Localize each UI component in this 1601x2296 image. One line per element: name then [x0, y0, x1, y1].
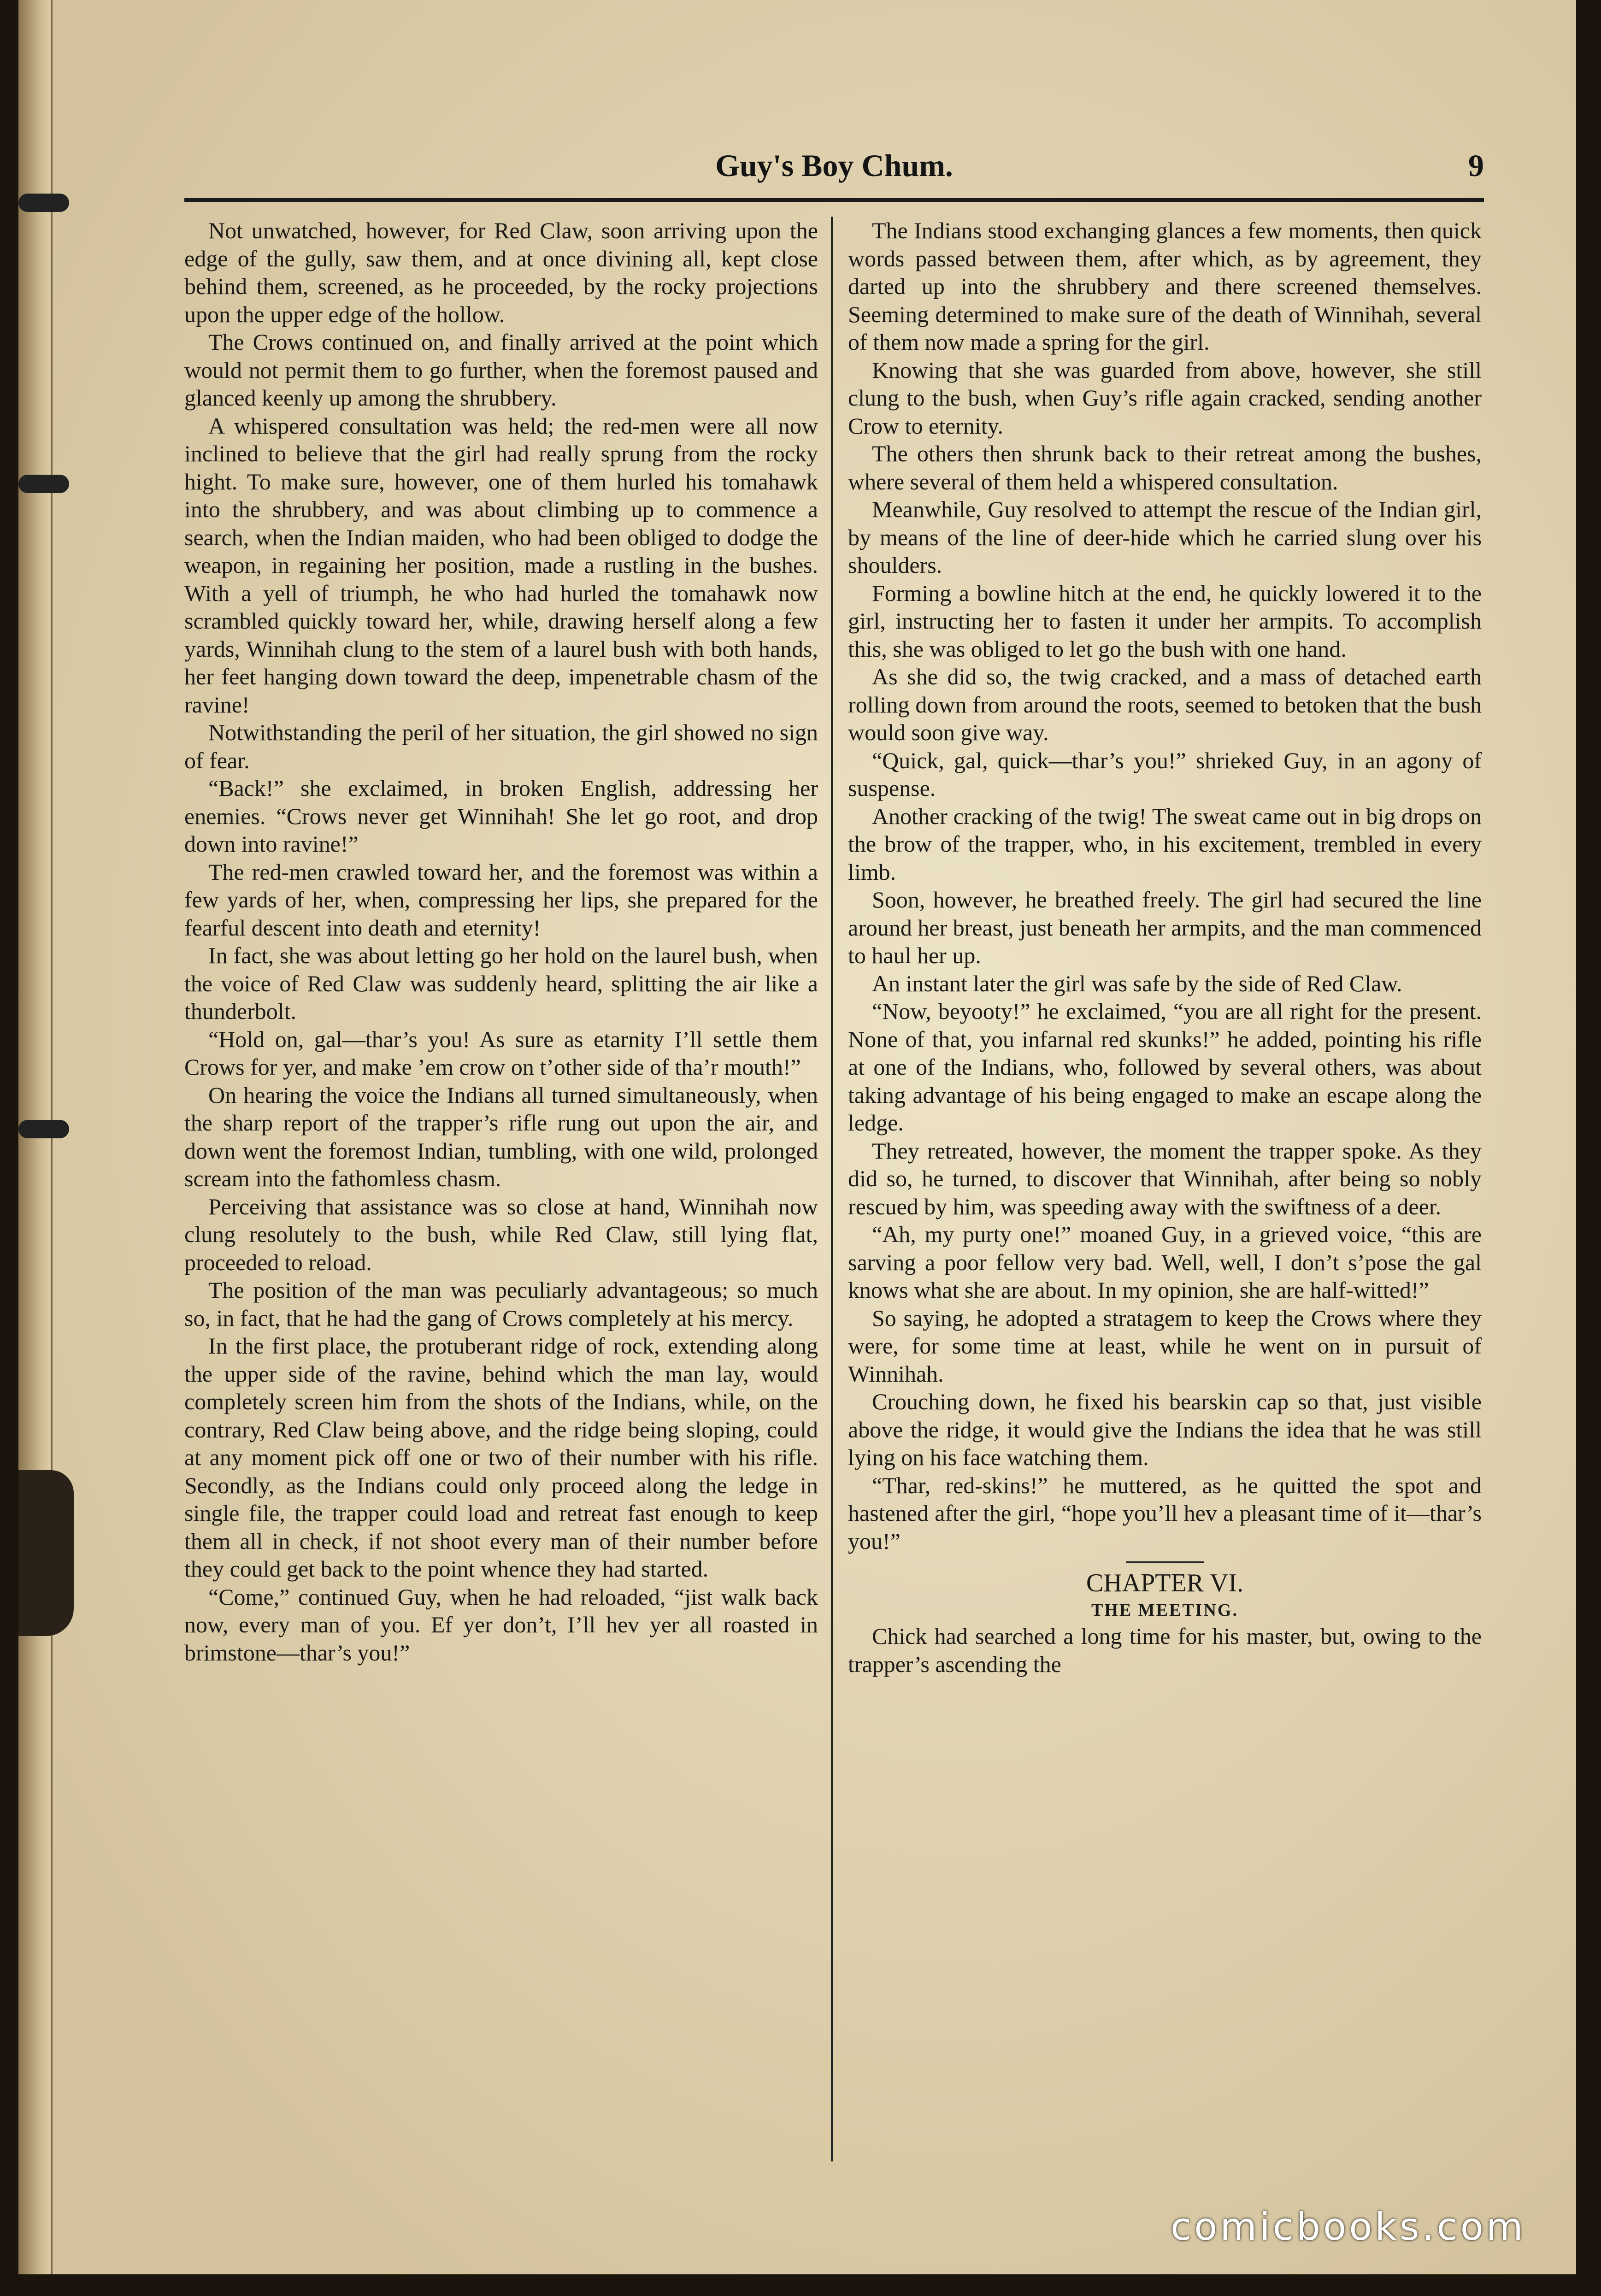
staple-mark [18, 475, 69, 493]
paragraph: They retreated, however, the moment the trapper spoke. As they did so, he turned, to discover that Winnihah, after being so nobly rescued by him, was speeding away with the swiftness of a deer. [848, 1137, 1482, 1219]
page-number: 9 [1468, 148, 1484, 183]
paragraph: Notwithstanding the peril of her situation, the girl showed no sign of fear. [184, 719, 818, 773]
paragraph: “Thar, red-skins!” he muttered, as he quitted the spot and hastened after the girl, “hope you’ll hev a pleasant time of it—thar’s you!” [848, 1472, 1482, 1554]
paragraph: Soon, however, he breathed freely. The girl had secured the line around her breast, just beneath her armpits, and the man commenced to haul her up. [848, 887, 1482, 968]
paragraph: The red-men crawled toward her, and the foremost was within a few yards of her, when, compressing her lips, she prepared for the fearful descent into death and eternity! [184, 859, 818, 941]
paragraph: Forming a bowline hitch at the end, he quickly lowered it to the girl, instructing her to fasten it under her armpits. To accomplish this, she was obliged to let go the bush with one hand. [848, 580, 1482, 662]
paragraph: Chick had searched a long time for his master, but, owing to the trapper’s ascending the [848, 1623, 1482, 1677]
paragraph: A whispered consultation was held; the red-men were all now inclined to believe that the girl had really sprung from the rocky hight. To make sure, however, one of them hurled his tomahawk into the shrubbery, and was about climbing up to commence a search, when the Indian maiden, who had been obliged to dodge the weapon, in regaining her position, made a rustling in the bushes. With a yell of triumph, he who had hurled the tomahawk now scrambled quickly toward her, while, drawing herself along a few yards, Winnihah clung to the stem of a laurel bush with both hands, her feet hanging down toward the deep, impenetrable chasm of the ravine! [184, 412, 818, 718]
paragraph: “Now, beyooty!” he exclaimed, “you are all right for the present. None of that, you infarnal red skunks!” he added, pointing his rifle at one of the Indians, who, followed by several others, was about taking advantage of his being engaged to make an escape along the ledge. [848, 998, 1482, 1136]
paragraph: Crouching down, he fixed his bearskin cap so that, just visible above the ridge, it would give the Indians the idea that he was still lying on his face watching them. [848, 1389, 1482, 1470]
page-damage [18, 1470, 74, 1636]
staple-mark [18, 1120, 69, 1138]
paragraph: Knowing that she was guarded from above, however, she still clung to the bush, when Guy’s rifle again cracked, sending another Crow to eternity. [848, 357, 1482, 439]
paragraph: Meanwhile, Guy resolved to attempt the rescue of the Indian girl, by means of the line of deer-hide which he carried slung over his shoulders. [848, 496, 1482, 578]
paragraph: The Indians stood exchanging glances a few moments, then quick words passed between them, after which, as by agreement, they darted up into the shrubbery and there screened themselves. Seeming determined to make sure of the death of Winnihah, several of them now made a spring for the girl. [848, 218, 1482, 355]
paragraph: “Back!” she exclaimed, in broken English, addressing her enemies. “Crows never get Winnihah! She let go root, and drop down into ravine!” [184, 775, 818, 857]
running-title: Guy's Boy Chum. [715, 148, 953, 183]
paragraph: In fact, she was about letting go her hold on the laurel bush, when the voice of Red Claw was suddenly heard, splitting the air like a thunderbolt. [184, 942, 818, 1024]
paragraph: Not unwatched, however, for Red Claw, soon arriving upon the edge of the gully, saw them, and at once divining all, kept close behind them, screened, as he proceeded, by the rocky projections upon the upper edge of the hollow. [184, 218, 818, 327]
staple-mark [18, 194, 69, 212]
right-column [848, 217, 1482, 2143]
page [18, 0, 1576, 2274]
paragraph: The position of the man was peculiarly advantageous; so much so, in fact, that he had the gang of Crows completely at his mercy. [184, 1277, 818, 1331]
chapter-subtitle: THE MEETING. [1091, 1601, 1238, 1620]
paragraph: As she did so, the twig cracked, and a mass of detached earth rolling down from around the roots, seemed to betoken that the bush would soon give way. [848, 664, 1482, 745]
paragraph: So saying, he adopted a stratagem to keep the Crows where they were, for some time at least, while he went on in pursuit of Winnihah. [848, 1305, 1482, 1387]
left-column [184, 217, 818, 2143]
paragraph: Another cracking of the twig! The sweat came out in big drops on the brow of the trapper, who, in his excitement, trembled in every limb. [848, 803, 1482, 885]
paragraph: An instant later the girl was safe by the side of Red Claw. [872, 970, 1402, 996]
column-divider [831, 217, 833, 2161]
paragraph: “Quick, gal, quick—thar’s you!” shrieked Guy, in an agony of suspense. [848, 747, 1482, 801]
watermark: comicbooks.com [1171, 2205, 1526, 2249]
paragraph: In the first place, the protuberant ridge of rock, extending along the upper side of the ravine, behind which the man lay, would completely screen him from the shots of the Indians, while, on the contrary, Red Claw being above, and the ridge being sloping, could at any moment pick off one or two of their number with his rifle. Secondly, as the Indians could only proceed along the ledge in single file, the trapper could load and retreat fast enough to keep them all in check, if not shoot every man of their number before they could get back to the point whence they had started. [184, 1333, 818, 1582]
paragraph: “Ah, my purty one!” moaned Guy, in a grieved voice, “this are sarving a poor fellow very bad. Well, well, I don’t s’pose the gal knows what she are about. In my opinion, she are half-witted!” [848, 1221, 1482, 1303]
chapter-title: CHAPTER VI. [848, 1561, 1482, 1598]
paragraph: Perceiving that assistance was so close at hand, Winnihah now clung resolutely to the bush, while Red Claw, still lying flat, proceeded to reload. [184, 1193, 818, 1275]
paragraph: “Come,” continued Guy, when he had reloaded, “jist walk back now, every man of you. Ef yer don’t, I’ll hev yer all roasted in brimstone—thar’s you!” [184, 1584, 818, 1666]
page-header [184, 143, 1484, 202]
paragraph: On hearing the voice the Indians all turned simultaneously, when the sharp report of the trapper’s rifle rung out upon the air, and down went the foremost Indian, tumbling, with one wild, prolonged scream into the fathomless chasm. [184, 1082, 818, 1191]
paragraph: The others then shrunk back to their retreat among the bushes, where several of them held a whispered consultation. [848, 441, 1482, 495]
paragraph: The Crows continued on, and finally arrived at the point which would not permit them to go further, when the foremost paused and glanced keenly up among the shrubbery. [184, 329, 818, 411]
paragraph: “Hold on, gal—thar’s you! As sure as etarnity I’ll settle them Crows for yer, and make ’em crow on t’other side of tha’r mouth!” [184, 1026, 818, 1080]
